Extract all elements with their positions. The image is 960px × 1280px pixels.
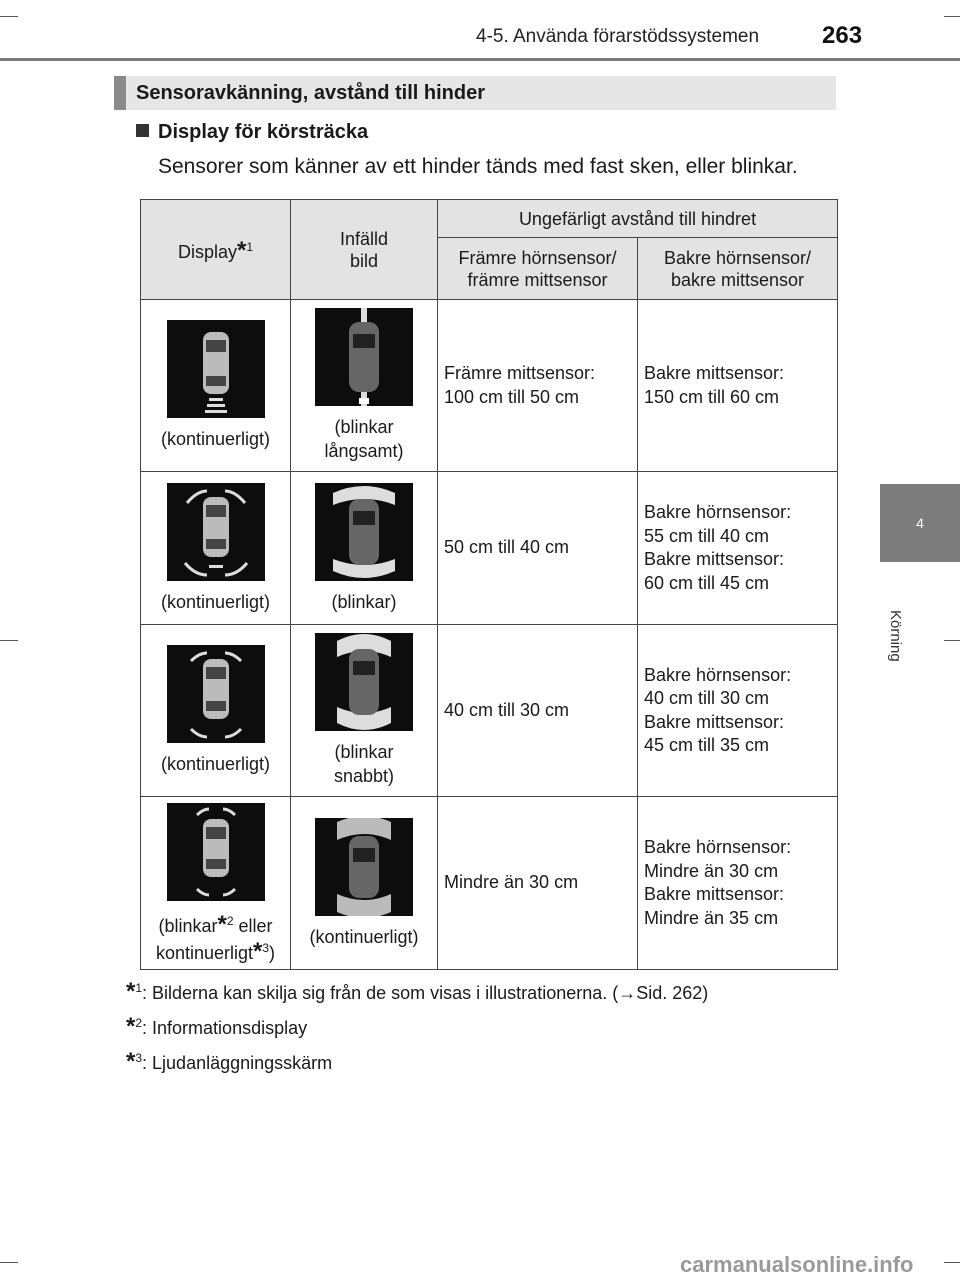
rear-line3: Bakre mittsensor: (644, 711, 785, 732)
footnote-number: 2 (226, 913, 234, 928)
footnote (126, 1048, 708, 1083)
rear-line2: Mindre än 30 cm (644, 860, 779, 881)
subheading (136, 121, 368, 144)
running-header: 4-5. Använda förarstödssystemen (476, 26, 760, 47)
footnote (126, 978, 708, 1013)
display-caption-part: ) (269, 942, 276, 963)
front-line1: Mindre än 30 cm (444, 872, 579, 893)
watermark: carmanualsonline.info (680, 1252, 914, 1277)
header-rear-line2: bakre mittsensor (670, 269, 805, 290)
car-inset-icon (315, 308, 413, 406)
inset-cell (291, 797, 438, 970)
header-distance: Ungefärligt avstånd till hindret (438, 200, 838, 238)
front-distance-cell (438, 797, 638, 970)
display-cell (141, 625, 291, 797)
rear-line4: 45 cm till 35 cm (644, 735, 770, 755)
header-inset-line1: Infälld (339, 228, 389, 249)
inset-caption-line1: (blinkar (334, 742, 394, 762)
rear-line4: 60 cm till 45 cm (644, 572, 770, 593)
crop-mark (944, 640, 960, 641)
footnote-number: 1 (246, 240, 254, 254)
inset-cell (291, 300, 438, 472)
header-front (438, 238, 638, 300)
inset-caption-line1: (blinkar) (331, 591, 397, 612)
distance-table (140, 199, 838, 970)
display-caption (141, 910, 290, 964)
bullet-square-icon (136, 124, 149, 137)
rear-distance-cell (638, 300, 838, 472)
display-caption: (kontinuerligt) (160, 591, 271, 612)
header-front-line1: Främre hörnsensor/ (458, 247, 617, 268)
footnote (126, 1013, 708, 1048)
header-display-text: Display (177, 242, 237, 262)
rear-line2: 150 cm till 60 cm (644, 386, 780, 407)
header-rule (0, 58, 960, 61)
header-rear (638, 238, 838, 300)
front-distance-cell (438, 472, 638, 625)
crop-mark (0, 16, 18, 17)
inset-caption-line1: (kontinuerligt) (309, 926, 419, 947)
car-top-display-icon (167, 803, 265, 901)
table-row (141, 625, 838, 797)
front-distance-cell (438, 300, 638, 472)
inset-caption-line1: (blinkar (334, 417, 394, 437)
crop-mark (0, 640, 18, 641)
subheading-text: Display för körsträcka (158, 121, 369, 143)
rear-line4: Mindre än 35 cm (644, 907, 779, 928)
chapter-label: Körning (887, 610, 904, 662)
display-cell (141, 472, 291, 625)
rear-line1: Bakre mittsensor: (644, 363, 785, 383)
car-inset-icon (315, 818, 413, 916)
display-caption-part: (blinkar (158, 915, 218, 936)
rear-line1: Bakre hörnsensor: (644, 502, 792, 522)
chapter-number: 4 (916, 515, 924, 531)
footnotes (126, 978, 708, 1083)
car-top-display-icon (167, 645, 265, 743)
car-inset-icon (315, 483, 413, 581)
footnote-mark: * (237, 237, 247, 264)
crop-mark (944, 1262, 960, 1263)
display-caption-part: eller (233, 915, 273, 936)
header-display (141, 200, 291, 300)
front-line1: Främre mittsensor: (444, 363, 596, 383)
header-inset-line2: bild (349, 250, 379, 271)
front-distance-cell (438, 625, 638, 797)
crop-mark (944, 16, 960, 17)
display-cell (141, 797, 291, 970)
display-caption: (kontinuerligt) (160, 429, 271, 449)
display-caption: (kontinuerligt) (160, 754, 271, 774)
car-inset-icon (315, 633, 413, 731)
rear-line2: 55 cm till 40 cm (644, 525, 770, 546)
rear-distance-cell (638, 797, 838, 970)
car-top-display-icon (167, 320, 265, 418)
chapter-tab (880, 484, 960, 562)
inset-caption-line2: snabbt) (333, 766, 395, 786)
intro-text: Sensorer som känner av ett hinder tänds med fast sken, eller blinkar. (158, 155, 798, 178)
footnote-number: 1 (135, 981, 143, 995)
footnote-text: : Bilderna kan skilja sig från de som visas i illustrationerna. (→Sid. 262) (142, 983, 709, 1003)
inset-cell (291, 472, 438, 625)
rear-distance-cell (638, 625, 838, 797)
footnote-number: 2 (135, 1016, 143, 1030)
rear-line2: 40 cm till 30 cm (644, 688, 770, 708)
front-line1: 40 cm till 30 cm (444, 699, 570, 720)
header-front-line2: främre mittsensor (467, 269, 608, 290)
footnote-mark: * (126, 978, 136, 1005)
front-line2: 100 cm till 50 cm (444, 386, 580, 407)
rear-line1: Bakre hörnsensor: (644, 664, 792, 685)
display-caption-part: kontinuerligt (155, 942, 254, 963)
rear-line3: Bakre mittsensor: (644, 884, 785, 904)
footnote-mark: * (253, 937, 263, 965)
rear-line1: Bakre hörnsensor: (644, 837, 792, 857)
inset-cell (291, 625, 438, 797)
footnote-mark: * (126, 1013, 136, 1040)
header-rear-line1: Bakre hörnsensor/ (663, 247, 812, 268)
table-row (141, 797, 838, 970)
front-line1: 50 cm till 40 cm (444, 537, 570, 558)
display-cell (141, 300, 291, 472)
rear-distance-cell (638, 472, 838, 625)
header-inset (291, 200, 438, 300)
inset-caption-line2: långsamt) (324, 441, 404, 461)
footnote-text: : Ljudanläggningsskärm (142, 1053, 333, 1073)
car-top-display-icon (167, 483, 265, 581)
footnote-number: 3 (135, 1051, 143, 1065)
footnote-mark: * (217, 910, 227, 938)
footnote-text: : Informationsdisplay (142, 1018, 308, 1038)
footnote-mark: * (126, 1048, 136, 1075)
page-number: 263 (822, 22, 863, 49)
table-row (141, 472, 838, 625)
footnote-number: 3 (262, 940, 270, 955)
table-row (141, 300, 838, 472)
section-title: Sensoravkänning, avstånd till hinder (114, 76, 836, 110)
crop-mark (0, 1262, 18, 1263)
rear-line3: Bakre mittsensor: (644, 549, 785, 569)
